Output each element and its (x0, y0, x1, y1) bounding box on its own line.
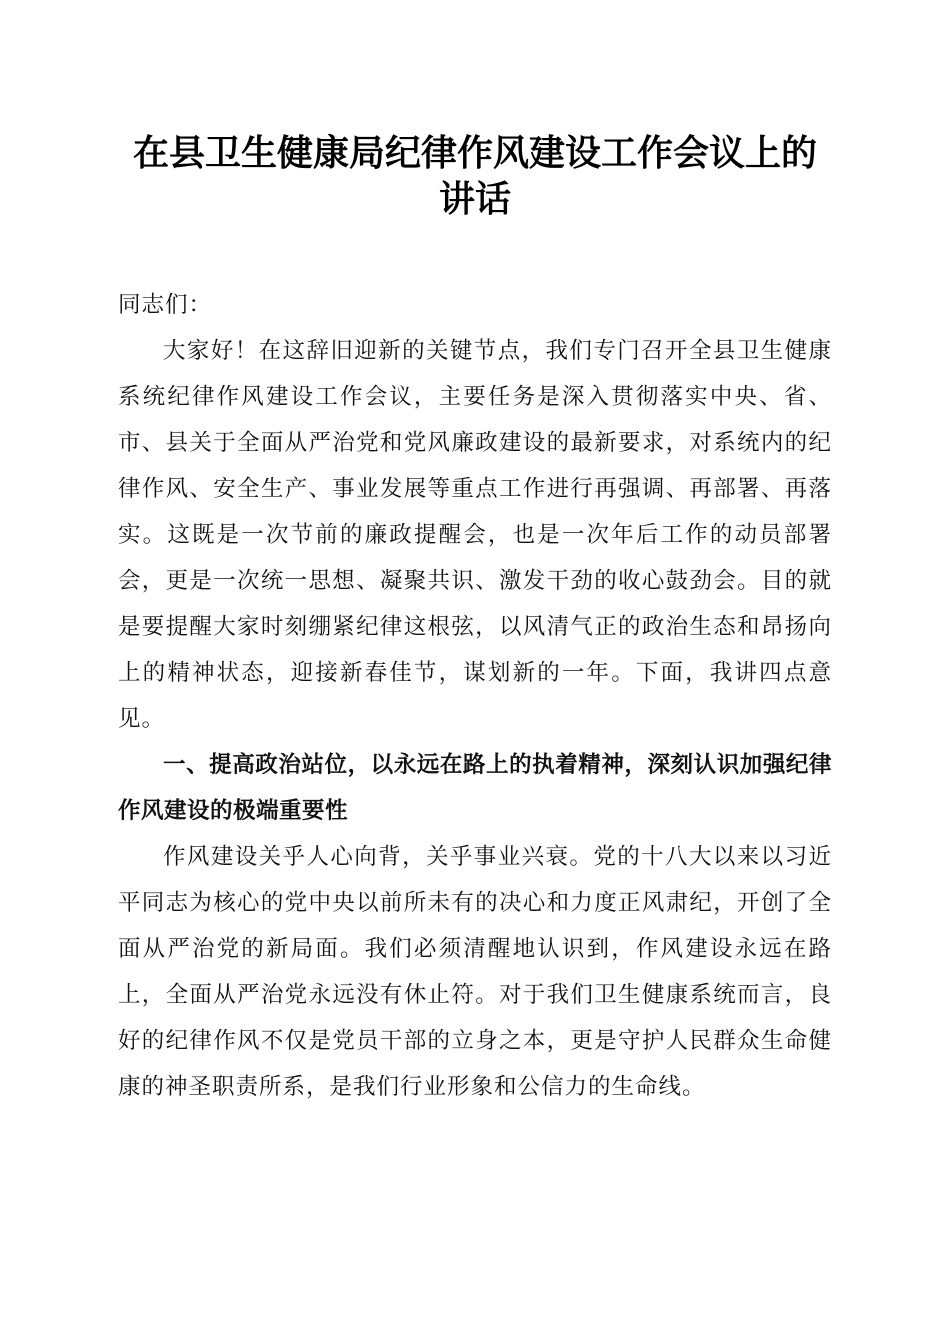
document-title: 在县卫生健康局纪律作风建设工作会议上的讲话 (132, 132, 817, 220)
intro-paragraph: 大家好！在这辞旧迎新的关键节点，我们专门召开全县卫生健康系统纪律作风建设工作会议，主要任务是深入贯彻落实中央、省、市、县关于全面从严治党和党风廉政建设的最新要求，对系统内的纪律作风、安全生产、事业发展等重点工作进行再强调、再部署、再落实。这既是一次节前的廉政提醒会，也是一次年后工作的动员部署会，更是一次统一思想、凝聚共识、激发干劲的收心鼓劲会。目的就是要提醒大家时刻绷紧纪律这根弦，以风清气正的政治生态和昂扬向上的精神状态，迎接新春佳节，谋划新的一年。下面，我讲四点意见。 (118, 338, 832, 732)
section-heading-1: 一、提高政治站位，以永远在路上的执着精神，深刻认识加强纪律作风建设的极端重要性 (118, 752, 832, 824)
section-1-paragraph: 作风建设关乎人心向背，关乎事业兴衰。党的十八大以来以习近平同志为核心的党中央以前所未有的决心和力度正风肃纪，开创了全面从严治党的新局面。我们必须清醒地认识到，作风建设永远在路上，全面从严治党永远没有休止符。对于我们卫生健康系统而言，良好的纪律作风不仅是党员干部的立身之本，更是守护人民群众生命健康的神圣职责所系，是我们行业形象和公信力的生命线。 (118, 844, 832, 1100)
salutation: 同志们： (118, 292, 213, 318)
document-page (118, 130, 832, 1110)
